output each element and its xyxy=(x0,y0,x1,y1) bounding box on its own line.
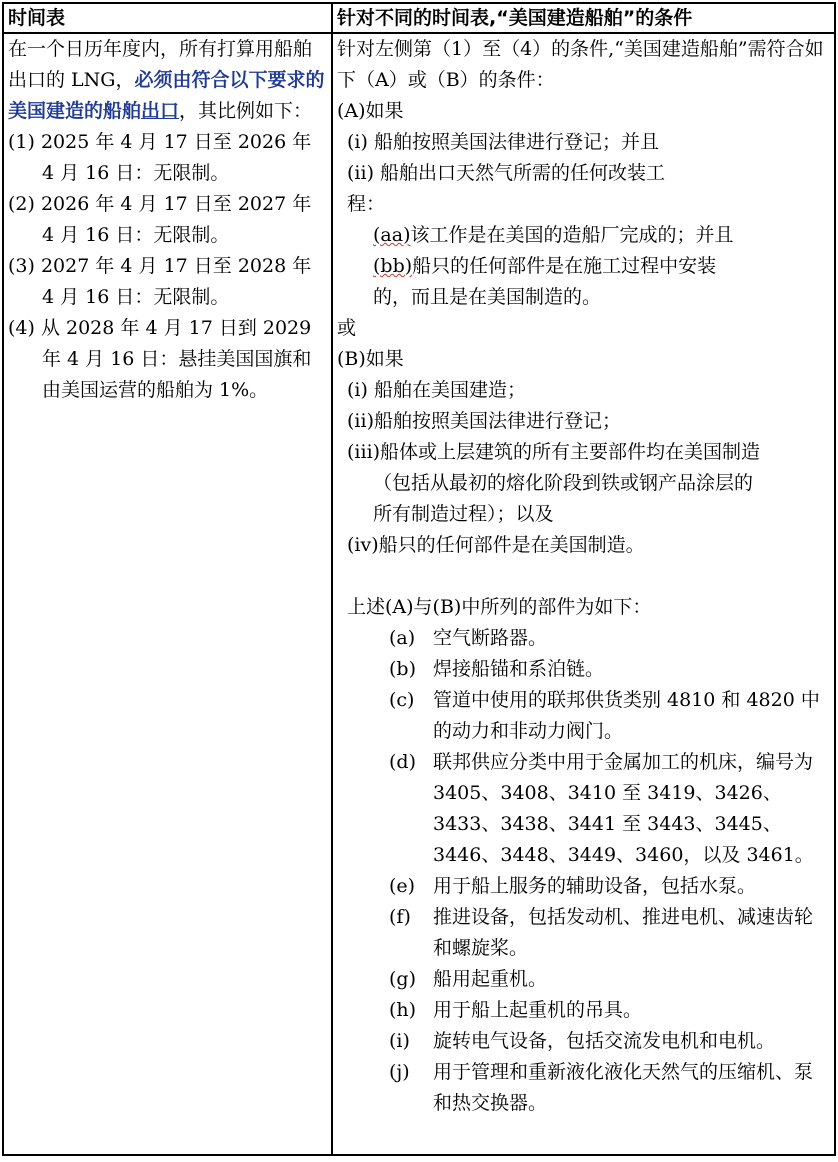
schedule-item xyxy=(8,127,325,189)
schedule-intro xyxy=(8,34,325,127)
component-label: (i) xyxy=(389,1030,410,1052)
item-text: 2026 年 4 月 17 日至 2027 年 4 月 16 日：无限制。 xyxy=(40,193,312,246)
item-number: (3) xyxy=(8,255,35,277)
condition-a-i: (i) 船舶按照美国法律进行登记；并且 xyxy=(347,131,659,153)
component-item xyxy=(337,1026,828,1057)
condition-a-heading: (A)如果 xyxy=(337,100,404,122)
condition-a-ii: (ii) 船舶出口天然气所需的任何改装工 xyxy=(347,162,666,184)
header-row xyxy=(3,3,835,33)
condition-a-ii-cont: 程： xyxy=(347,193,386,215)
component-item xyxy=(337,964,828,995)
component-text: 推进设备，包括发动机、推进电机、减速齿轮和螺旋桨。 xyxy=(433,906,814,959)
condition-bb xyxy=(337,251,828,282)
conditions-intro: 针对左侧第（1）至（4）的条件,“美国建造船舶”需符合如下（A）或（B）的条件： xyxy=(337,38,824,91)
component-label: (d) xyxy=(389,751,416,773)
or-separator: 或 xyxy=(337,317,357,339)
component-text: 焊接船锚和系泊链。 xyxy=(433,658,605,680)
schedule-item xyxy=(8,251,325,313)
condition-b-iv: (iv)船只的任何部件是在美国制造。 xyxy=(347,534,645,556)
component-label: (c) xyxy=(389,689,415,711)
component-item xyxy=(337,685,828,747)
component-label: (e) xyxy=(389,875,416,897)
blank-line xyxy=(337,561,828,592)
component-item xyxy=(337,623,828,654)
component-item xyxy=(337,1057,828,1119)
bb-label: (bb) xyxy=(373,255,413,277)
bb-text: 船只的任何部件是在施工过程中安装 xyxy=(412,255,717,277)
header-conditions: 针对不同的时间表,“美国建造船舶”的条件 xyxy=(332,3,835,33)
condition-b-heading: (B)如果 xyxy=(337,348,404,370)
intro-highlight: 必须由符合以下要求的美国建造的船舶 xyxy=(8,69,325,122)
item-text: 2027 年 4 月 17 日至 2028 年 4 月 16 日：无限制。 xyxy=(40,255,312,308)
intro-text: 在一个日历年度内，所有打算用船舶出口的 LNG， xyxy=(8,38,313,91)
component-text: 联邦供应分类中用于金属加工的机床，编号为 3405、3408、3410 至 3419、3426、3433、3438、3441 至 3443、3445、3446、3448、3449、3460，以及 3461。 xyxy=(433,751,814,866)
condition-b-ii: (ii)船舶按照美国法律进行登记； xyxy=(347,410,621,432)
schedule-item xyxy=(8,189,325,251)
item-number: (1) xyxy=(8,131,35,153)
component-label: (h) xyxy=(389,999,417,1021)
condition-b-i: (i) 船舶在美国建造； xyxy=(347,379,526,401)
condition-bb-cont: 的，而且是在美国制造的。 xyxy=(373,286,602,308)
condition-b-iii-cont2: 所有制造过程）；以及 xyxy=(373,503,554,525)
component-item xyxy=(337,902,828,964)
component-text: 船用起重机。 xyxy=(433,968,548,990)
intro-highlight-underlined: 出口 xyxy=(141,100,180,122)
component-item xyxy=(337,747,828,871)
component-item xyxy=(337,871,828,902)
schedule-cell xyxy=(3,33,332,1155)
aa-text: 该工作是在美国的造船厂完成的；并且 xyxy=(410,224,734,246)
component-text: 管道中使用的联邦供货类别 4810 和 4820 中的动力和非动力阀门。 xyxy=(433,689,820,742)
components-intro: 上述(A)与(B)中所列的部件为如下： xyxy=(347,596,652,618)
aa-label: (aa) xyxy=(373,224,411,246)
intro-tail: ，其比例如下： xyxy=(179,100,313,122)
component-item xyxy=(337,995,828,1026)
component-text: 用于船上起重机的吊具。 xyxy=(433,999,643,1021)
condition-b-iii-cont: （包括从最初的熔化阶段到铁或钢产品涂层的 xyxy=(373,472,754,494)
header-schedule: 时间表 xyxy=(3,3,332,33)
schedule-item xyxy=(8,313,325,406)
component-label: (f) xyxy=(389,906,411,928)
component-text: 旋转电气设备，包括交流发电机和电机。 xyxy=(433,1030,776,1052)
component-item xyxy=(337,654,828,685)
component-text: 用于船上服务的辅助设备，包括水泵。 xyxy=(433,875,757,897)
item-text: 从 2028 年 4 月 17 日到 2029 年 4 月 16 日：悬挂美国国旗和由美国运营的船舶为 1%。 xyxy=(40,317,312,401)
item-number: (2) xyxy=(8,193,35,215)
condition-aa xyxy=(337,220,828,251)
condition-b-iii: (iii)船体或上层建筑的所有主要部件均在美国制造 xyxy=(347,441,761,463)
schedule-table xyxy=(2,2,836,1156)
component-label: (b) xyxy=(389,658,416,680)
component-text: 用于管理和重新液化液化天然气的压缩机、泵和热交换器。 xyxy=(433,1061,814,1114)
body-row xyxy=(3,33,835,1155)
component-text: 空气断路器。 xyxy=(433,627,548,649)
conditions-cell xyxy=(332,33,835,1155)
component-label: (a) xyxy=(389,627,416,649)
item-number: (4) xyxy=(8,317,35,339)
component-label: (j) xyxy=(389,1061,410,1083)
component-label: (g) xyxy=(389,968,416,990)
item-text: 2025 年 4 月 17 日至 2026 年 4 月 16 日：无限制。 xyxy=(40,131,312,184)
